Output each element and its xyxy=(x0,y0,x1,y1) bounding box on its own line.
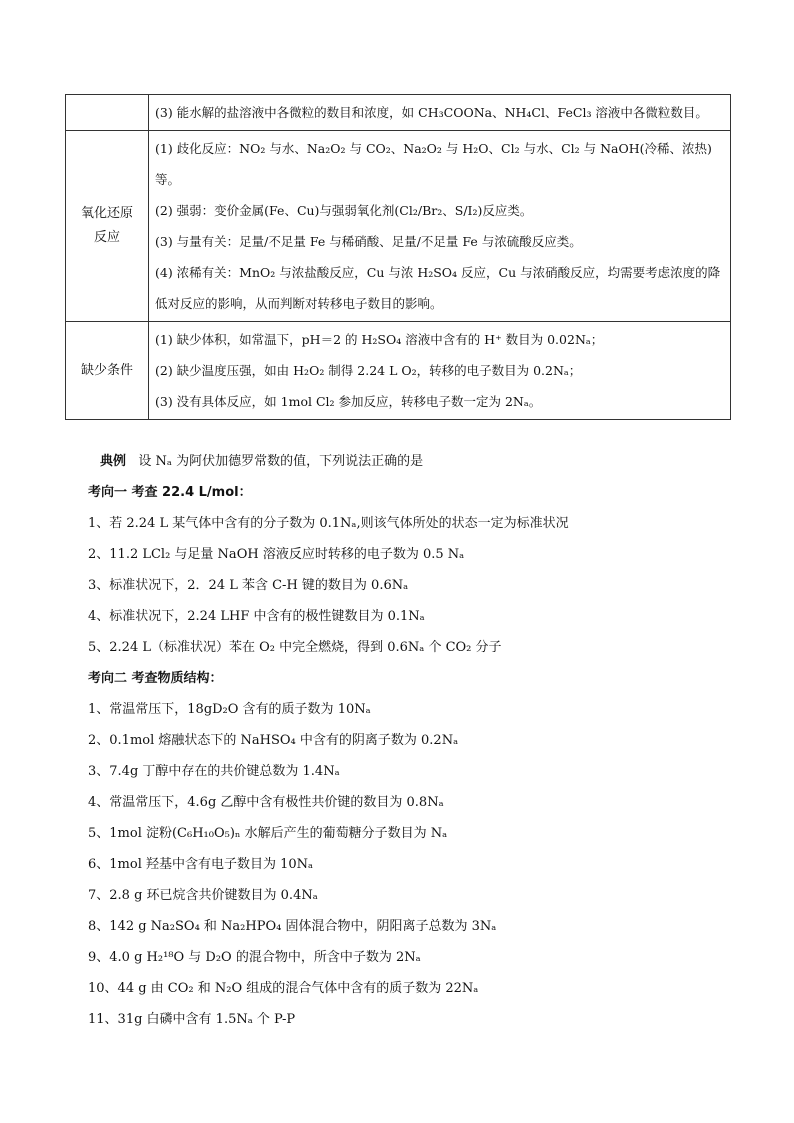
redox-category-label: 氧化还原反应 xyxy=(81,206,134,245)
missing-item-1: (1) 缺少体积，如常温下，pH＝2 的 H₂SO₄ 溶液中含有的 H⁺ 数目为 0.02Nₐ； xyxy=(155,332,604,347)
s2-item-6: 6、1mol 羟基中含有电子数目为 10Nₐ xyxy=(88,857,314,872)
hydrolysis-text: (3) 能水解的盐溶液中各微粒的数目和浓度，如 CH₃COONa、NH₄Cl、FeCl₃ 溶液中各微粒数目。 xyxy=(155,105,708,120)
s2-item-11: 11、31g 白磷中含有 1.5Nₐ 个 P-P xyxy=(88,1012,296,1027)
knowledge-table xyxy=(65,94,731,420)
table-row-hydrolysis xyxy=(66,95,731,131)
table-row-missing-conditions xyxy=(66,322,731,420)
section-2-title: 考向二 考查物质结构： xyxy=(88,671,223,686)
s2-item-9: 9、4.0 g H₂¹⁸O 与 D₂O 的混合物中，所含中子数为 2Nₐ xyxy=(88,950,421,965)
s1-item-4: 4、标准状况下，2.24 LHF 中含有的极性键数目为 0.1Nₐ xyxy=(88,609,425,624)
s2-item-4: 4、常温常压下，4.6g 乙醇中含有极性共价键的数目为 0.8Nₐ xyxy=(88,795,444,810)
s1-item-3: 3、标准状况下，2．24 L 苯含 C-H 键的数目为 0.6Nₐ xyxy=(88,578,409,593)
s2-item-10: 10、44 g 由 CO₂ 和 N₂O 组成的混合气体中含有的质子数为 22Nₐ xyxy=(88,981,479,996)
missing-item-3: (3) 没有具体反应，如 1mol Cl₂ 参加反应，转移电子数一定为 2Nₐ。 xyxy=(155,394,542,409)
example-label: 典例 xyxy=(100,454,127,469)
hydrolysis-item xyxy=(149,95,731,131)
category-cell-redox xyxy=(66,131,149,322)
redox-item-1: (1) 歧化反应：NO₂ 与水、Na₂O₂ 与 CO₂、Na₂O₂ 与 H₂O、Cl₂ 与水、Cl₂ 与 NaOH(冷稀、浓热)等。 xyxy=(155,141,712,187)
s2-item-3: 3、7.4g 丁醇中存在的共价键总数为 1.4Nₐ xyxy=(88,764,340,779)
s1-item-1: 1、若 2.24 L 某气体中含有的分子数为 0.1Nₐ,则该气体所处的状态一定为标准状况 xyxy=(88,516,569,531)
missing-items xyxy=(149,322,731,420)
example-text: 设 Nₐ 为阿伏加德罗常数的值，下列说法正确的是 xyxy=(138,454,424,469)
s1-item-5: 5、2.24 L（标准状况）苯在 O₂ 中完全燃烧，得到 0.6Nₐ 个 CO₂ 分子 xyxy=(88,640,502,655)
example-line xyxy=(100,450,423,469)
category-cell-empty xyxy=(66,95,149,131)
s2-item-1: 1、常温常压下，18gD₂O 含有的质子数为 10Nₐ xyxy=(88,702,371,717)
category-cell-missing: 缺少条件 xyxy=(66,322,149,420)
missing-item-2: (2) 缺少温度压强，如由 H₂O₂ 制得 2.24 L O₂，转移的电子数目为 0.2Nₐ； xyxy=(155,363,582,378)
redox-item-4: (4) 浓稀有关：MnO₂ 与浓盐酸反应，Cu 与浓 H₂SO₄ 反应，Cu 与浓硝酸反应，均需要考虑浓度的降低对反应的影响，从而判断对转移电子数目的影响。 xyxy=(155,265,721,311)
s2-item-7: 7、2.8 g 环已烷含共价键数目为 0.4Nₐ xyxy=(88,888,318,903)
redox-item-3: (3) 与量有关：足量/不足量 Fe 与稀硝酸、足量/不足量 Fe 与浓硫酸反应类。 xyxy=(155,234,582,249)
table-row-redox xyxy=(66,131,731,322)
redox-items xyxy=(149,131,731,322)
s2-item-5: 5、1mol 淀粉(C₆H₁₀O₅)ₙ 水解后产生的葡萄糖分子数目为 Nₐ xyxy=(88,826,448,841)
section-1-title: 考向一 考查 22.4 L/mol： xyxy=(88,485,252,500)
s2-item-2: 2、0.1mol 熔融状态下的 NaHSO₄ 中含有的阴离子数为 0.2Nₐ xyxy=(88,733,459,748)
s2-item-8: 8、142 g Na₂SO₄ 和 Na₂HPO₄ 固体混合物中，阴阳离子总数为 3Nₐ xyxy=(88,919,497,934)
redox-item-2: (2) 强弱：变价金属(Fe、Cu)与强弱氧化剂(Cl₂/Br₂、S/I₂)反应类。 xyxy=(155,203,533,218)
s1-item-2: 2、11.2 LCl₂ 与足量 NaOH 溶液反应时转移的电子数为 0.5 Nₐ xyxy=(88,547,465,562)
